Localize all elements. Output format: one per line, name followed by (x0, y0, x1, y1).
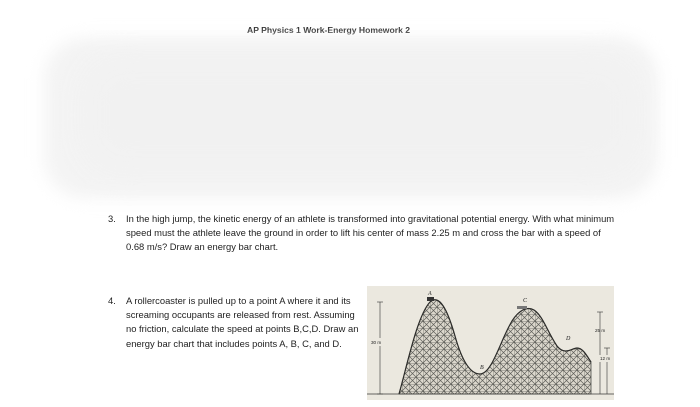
question-3-number: 3. (108, 213, 116, 224)
question-4-number: 4. (108, 295, 116, 306)
point-b-label: B (480, 365, 484, 371)
point-c-label: C (523, 298, 528, 304)
height-d-label: 12 m (600, 356, 611, 361)
height-c-label: 25 m (595, 328, 606, 333)
car-at-a (427, 297, 434, 301)
height-a-label: 30 m (371, 340, 382, 345)
question-4-text: A rollercoaster is pulled up to a point A where it and its screaming occupants are released from rest. Assuming no friction, calculate the speed at points B,C,D. Draw an energy bar chart that includes points A, B, C, and D. (126, 295, 359, 349)
document-title: AP Physics 1 Work-Energy Homework 2 (247, 25, 411, 35)
car-at-c (517, 306, 527, 309)
point-d-label: D (566, 336, 571, 342)
redacted-region-inner (80, 55, 640, 175)
rollercoaster-figure (367, 286, 614, 400)
point-a-label: A (428, 291, 432, 297)
question-3-text: In the high jump, the kinetic energy of an athlete is transformed into gravitational potential energy. With what minimum speed must the athlete leave the ground in order to lift his center of mass 2.25 m and cross the bar with a speed of 0.68 m/s? Draw an energy bar chart. (126, 213, 615, 252)
